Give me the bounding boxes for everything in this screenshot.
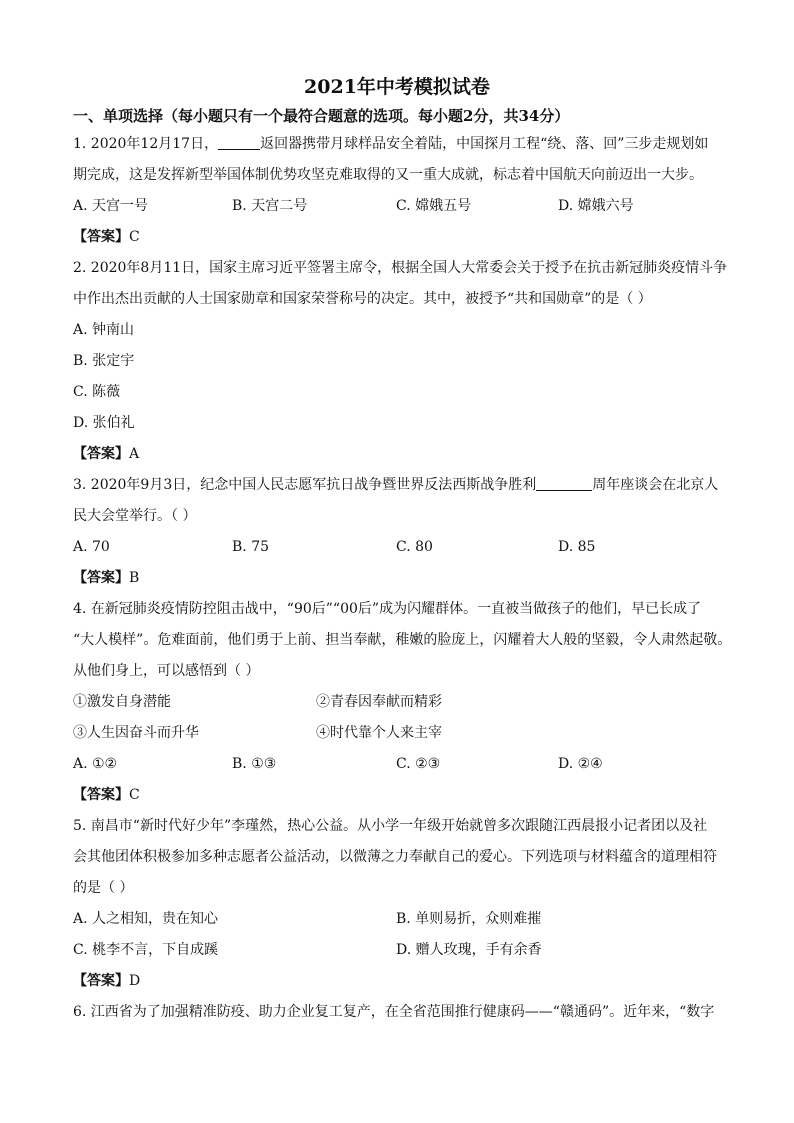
question-3-stem-line-1: 3. 2020年9月3日，纪念中国人民志愿军抗日战争暨世界反法西斯战争胜利 周年座谈会在北京人 — [73, 477, 719, 493]
question-5-stem-line-1: 5. 南昌市“新时代好少年”李瑾然，热心公益。从小学一年级开始就曾多次跟随江西晨报小记者团以及社 — [73, 818, 708, 834]
question-1-answer: 【答案】C — [73, 229, 140, 245]
question-3-option-b[interactable]: B. 75 — [232, 539, 270, 555]
question-4-option-b[interactable]: B. ①③ — [232, 756, 277, 772]
question-2-option-a[interactable]: A. 钟南山 — [73, 322, 135, 338]
page-title: 2021年中考模拟试卷 — [304, 76, 490, 98]
question-5-option-c[interactable]: C. 桃李不言，下自成蹊 — [73, 942, 219, 958]
question-4-item-1: ①激发自身潜能 — [73, 694, 171, 710]
question-1-option-c[interactable]: C. 嫦娥五号 — [396, 198, 472, 214]
question-3-option-c[interactable]: C. 80 — [396, 539, 433, 555]
question-1-option-a[interactable]: A. 天宫一号 — [73, 198, 149, 214]
question-4-option-c[interactable]: C. ②③ — [396, 756, 441, 772]
question-2-option-b[interactable]: B. 张定宇 — [73, 353, 135, 369]
question-4-item-3: ③人生因奋斗而升华 — [73, 725, 199, 741]
question-4-stem-line-2: “大人模样”。危难面前，他们勇于上前、担当奉献，稚嫩的脸庞上，闪耀着大人般的坚毅，令人肃然起敬。 — [73, 632, 732, 648]
question-1-option-b[interactable]: B. 天宫二号 — [232, 198, 308, 214]
question-4-option-a[interactable]: A. ①② — [73, 756, 118, 772]
question-4-stem-line-3: 从他们身上，可以感悟到（ ） — [73, 663, 260, 679]
question-4-stem-line-1: 4. 在新冠肺炎疫情防控阻击战中，“90后”“00后”成为闪耀群体。一直被当做孩子的他们，早已长成了 — [73, 601, 702, 617]
question-2-stem-line-2: 中作出杰出贡献的人士国家勋章和国家荣誉称号的决定。其中，被授予“共和国勋章”的是（ ） — [73, 291, 652, 307]
question-5-option-a[interactable]: A. 人之相知，贵在知心 — [73, 911, 219, 927]
question-5-option-b[interactable]: B. 单则易折，众则难摧 — [396, 911, 542, 927]
question-3-stem-line-2: 民大会堂举行。（ ） — [73, 508, 197, 524]
question-5-answer: 【答案】D — [73, 973, 141, 989]
question-2-option-c[interactable]: C. 陈薇 — [73, 384, 121, 400]
question-5-stem-line-3: 的是（ ） — [73, 880, 134, 896]
question-2-stem-line-1: 2. 2020年8月11日，国家主席习近平签署主席令，根据全国人大常委会关于授予在抗击新冠肺炎疫情斗争 — [73, 260, 728, 276]
question-4-option-d[interactable]: D. ②④ — [558, 756, 603, 772]
question-1-stem-line-2: 期完成，这是发挥新型举国体制优势攻坚克难取得的又一重大成就，标志着中国航天向前迈出一大步。 — [73, 167, 703, 183]
question-4-item-4: ④时代靠个人来主宰 — [316, 725, 442, 741]
question-4-answer: 【答案】C — [73, 787, 140, 803]
question-6-stem-line-1: 6. 江西省为了加强精准防疫、助力企业复工复产，在全省范围推行健康码——“赣通码”。近年来，“数字 — [73, 1004, 715, 1020]
question-1-option-d[interactable]: D. 嫦娥六号 — [558, 198, 634, 214]
question-5-option-d[interactable]: D. 赠人玫瑰，手有余香 — [396, 942, 542, 958]
question-1-stem-line-1: 1. 2020年12月17日， 返回器携带月球样品安全着陆，中国探月工程“绕、落、回”三步走规划如 — [73, 136, 709, 152]
question-3-answer: 【答案】B — [73, 570, 140, 586]
section-heading: 一、单项选择（每小题只有一个最符合题意的选项。每小题2分，共34分） — [73, 107, 570, 125]
question-4-item-2: ②青春因奉献而精彩 — [316, 694, 442, 710]
question-5-stem-line-2: 会其他团体积极参加多种志愿者公益活动，以微薄之力奉献自己的爱心。下列选项与材料蕴含的道理相符 — [73, 849, 717, 865]
fill-blank — [536, 476, 592, 491]
question-3-option-a[interactable]: A. 70 — [73, 539, 110, 555]
question-2-option-d[interactable]: D. 张伯礼 — [73, 415, 135, 431]
question-3-option-d[interactable]: D. 85 — [558, 539, 596, 555]
question-2-answer: 【答案】A — [73, 446, 140, 462]
fill-blank — [218, 135, 260, 150]
